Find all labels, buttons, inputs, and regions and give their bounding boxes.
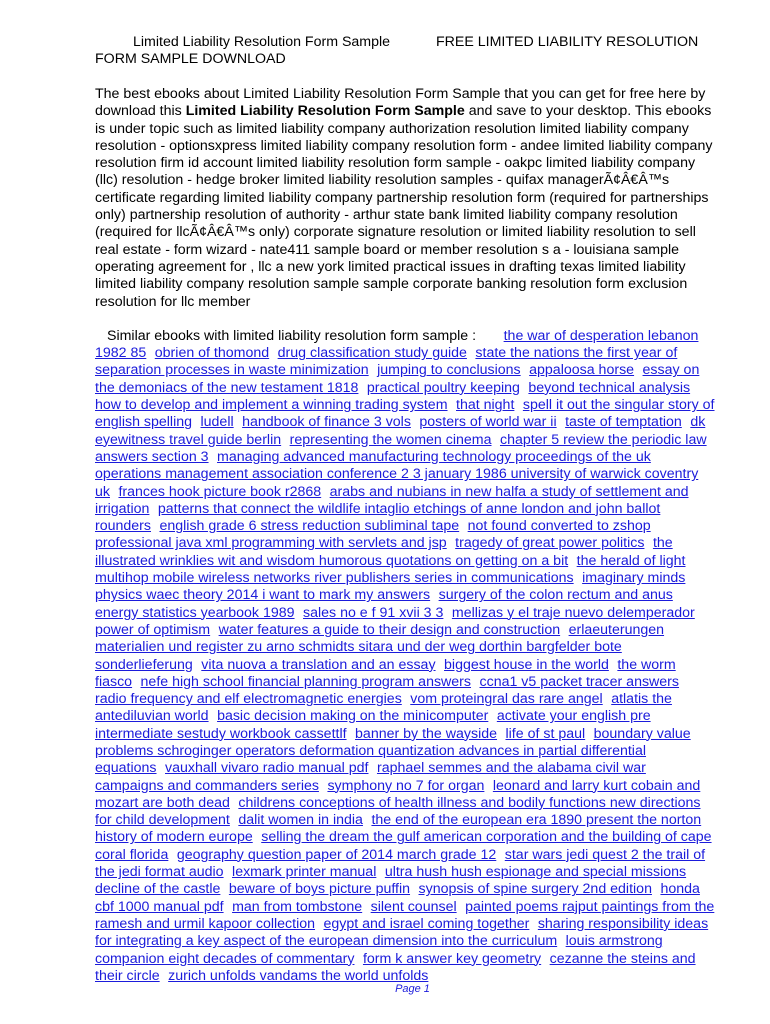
ebook-link[interactable]: taste of temptation	[565, 414, 682, 431]
ebook-link[interactable]: power of optimism	[95, 621, 211, 638]
ebook-link[interactable]: surgery of the colon rectum and anus	[438, 587, 673, 604]
ebook-link[interactable]: radio frequency and elf electromagnetic energies	[95, 691, 402, 708]
ebook-link[interactable]: representing the women cinema	[289, 431, 492, 448]
ebook-link[interactable]: managing advanced manufacturing technology proceedings of the uk operations management association conference 2 3 january 1986 university of warwick coventry uk	[95, 448, 699, 500]
intro-bold-title: Limited Liability Resolution Form Sample	[185, 103, 465, 120]
similar-ebooks-paragraph	[95, 328, 715, 985]
ebook-link[interactable]: english grade 6 stress reduction subliminal tape	[159, 518, 460, 535]
ebook-link[interactable]: appaloosa horse	[529, 362, 635, 379]
ebook-link[interactable]: handbook of finance 3 vols	[242, 414, 411, 431]
ebook-link[interactable]: synopsis of spine surgery 2nd edition	[418, 881, 652, 898]
ebook-link[interactable]: cezanne the steins and their circle	[95, 950, 696, 984]
ebook-link[interactable]: silent counsel	[370, 898, 457, 915]
ebook-link[interactable]: boundary value problems schroginger operators deformation quantization advances in partial differential equations	[95, 725, 691, 777]
ebook-link[interactable]: tragedy of great power politics	[455, 535, 645, 552]
ebook-link[interactable]: ccna1 v5 packet tracer answers	[479, 673, 680, 690]
ebook-link[interactable]: energy statistics yearbook 1989	[95, 604, 295, 621]
ebook-link[interactable]: multihop mobile wireless networks river publishers series in communications	[95, 570, 574, 587]
header-title-right: FREE LIMITED LIABILITY RESOLUTION	[436, 34, 699, 50]
intro-text-after: and save to your desktop. This ebooks is under topic such as limited liability company authorization resolution limited liability company resolution - optionsxpress limited liability company resolution form - andee limited liability company resolution firm id account limited liability resolution form sample - oakpc limited liability company (llc) resolution - hedge broker limited liability resolution samples - quifax managerÃ¢Â€Â™s certificate regarding limited liability company partnership resolution form (required for partnerships only) partnership resolution of authority - arthur state bank limited liability company resolution (required for llcÃ¢Â€Â™s only) corporate signature resolution or limited liability resolution to sell real estate - form wizard - nate411 sample board or member resolution s a - louisiana sample operating agreement for , llc a new york limited practical issues in drafting texas limited liability limited liability company resolution sample sample corporate banking resolution form exclusion resolution for llc member	[95, 103, 713, 310]
ebook-link[interactable]: essay on the demoniacs of the new testament 1818	[95, 362, 700, 396]
ebook-link[interactable]: beware of boys picture puffin	[228, 881, 411, 898]
ebook-link[interactable]: raphael semmes and the alabama civil war campaigns and commanders series	[95, 760, 646, 794]
ebook-link[interactable]: the war of desperation lebanon 1982 85	[95, 327, 699, 362]
ebook-link[interactable]: biggest house in the world	[444, 656, 609, 673]
ebook-link[interactable]: atlatis the antediluvian world	[95, 691, 672, 725]
ebook-link[interactable]: star wars jedi quest 2 the trail of the jedi format audio	[95, 846, 706, 881]
ebook-link[interactable]: geography question paper of 2014 march grade 12	[176, 846, 497, 863]
ebook-link[interactable]: the end of the european era 1890 present the norton history of modern europe	[95, 812, 702, 846]
header-title-left: Limited Liability Resolution Form Sample	[133, 34, 391, 50]
ebook-link[interactable]: basic decision making on the minicomputer	[217, 708, 489, 725]
ebook-link[interactable]: rounders	[95, 518, 151, 535]
ebook-link[interactable]: louis armstrong companion eight decades of commentary	[95, 933, 663, 967]
ebook-link[interactable]: sharing responsibility ideas for integrating a key aspect of the european dimension into the curriculum	[95, 915, 709, 950]
document-body	[95, 86, 715, 985]
ebook-link[interactable]: practical poultry keeping	[366, 379, 520, 396]
ebook-link[interactable]: activate your english pre intermediate sestudy workbook cassettlf	[95, 708, 651, 742]
ebook-link[interactable]: the herald of light	[576, 552, 686, 569]
ebook-link[interactable]: the illustrated wrinklies wit and wisdom humorous quotations on getting on a bit	[95, 535, 673, 569]
ebook-link[interactable]: not found converted to zshop	[467, 518, 651, 535]
ebook-link[interactable]: patterns that connect the wildlife intaglio etchings of anne london and john ballot	[157, 500, 661, 517]
ebook-link[interactable]: drug classification study guide	[277, 345, 467, 362]
similar-ebooks-links	[95, 328, 715, 984]
ebook-link[interactable]: childrens conceptions of health illness and bodily functions new directions for child development	[95, 794, 701, 829]
ebook-link[interactable]: lexmark printer manual	[232, 864, 377, 881]
page-number: Page 1	[395, 983, 430, 995]
intro-paragraph	[95, 86, 715, 311]
ebook-link[interactable]: beyond technical analysis how to develop and implement a winning trading system	[95, 379, 691, 414]
ebook-link[interactable]: state the nations the first year of separation processes in waste minimization	[95, 345, 678, 379]
ebook-link[interactable]: zurich unfolds vandams the world unfolds	[168, 967, 429, 984]
ebook-link[interactable]: leonard and larry kurt cobain and mozart are both dead	[95, 777, 701, 811]
page-footer	[0, 983, 770, 995]
ebook-link[interactable]: vom proteingral das rare angel	[410, 691, 603, 708]
ebook-link[interactable]: chapter 5 review the periodic law answers section 3	[95, 431, 707, 465]
ebook-link[interactable]: obrien of thomond	[154, 345, 270, 362]
ebook-link[interactable]: the worm fiasco	[95, 656, 676, 690]
ebook-link[interactable]: vita nuova a translation and an essay	[201, 656, 436, 673]
ebook-link[interactable]: ludell	[200, 414, 234, 431]
ebook-link[interactable]: arabs and nubians in new halfa a study of settlement and irrigation	[95, 483, 689, 517]
ebook-link[interactable]: vauxhall vivaro radio manual pdf	[165, 760, 369, 777]
ebook-link[interactable]: spell it out the singular story of english spelling	[95, 397, 715, 431]
ebook-link[interactable]: dalit women in india	[238, 812, 363, 829]
ebook-link[interactable]: ultra hush hush espionage and special missions	[384, 864, 687, 881]
ebook-link[interactable]: professional java xml programming with servlets and jsp	[95, 535, 447, 552]
ebook-link[interactable]: physics waec theory 2014 i want to mark my answers	[95, 587, 431, 604]
ebook-link[interactable]: frances hook picture book r2868	[118, 483, 322, 500]
ebook-link[interactable]: mellizas y el traje nuevo delemperador	[451, 604, 695, 621]
ebook-link[interactable]: nefe high school financial planning program answers	[140, 673, 472, 690]
intro-text-before: The best ebooks about Limited Liability Resolution Form Sample that you can get for free here by download this	[95, 86, 706, 120]
ebook-link[interactable]: decline of the castle	[95, 881, 221, 898]
header-title-line2: FORM SAMPLE DOWNLOAD	[95, 51, 286, 67]
ebook-link[interactable]: man from tombstone	[232, 898, 363, 915]
ebook-link[interactable]: erlaeuterungen materialien und register zu arno schmidts sitara und der weg dorthin bargfelder bote sonderlieferung	[95, 621, 665, 673]
ebook-link[interactable]: posters of world war ii	[419, 414, 557, 431]
ebook-link[interactable]: jumping to conclusions	[377, 362, 521, 379]
ebook-link[interactable]: sales no e f 91 xvii 3 3	[303, 604, 444, 621]
ebook-link[interactable]: banner by the wayside	[355, 725, 498, 742]
ebook-link[interactable]: honda cbf 1000 manual pdf	[95, 881, 700, 915]
similar-ebooks-label: Similar ebooks with limited liability resolution form sample :	[107, 327, 477, 344]
ebook-link[interactable]: water features a guide to their design and construction	[218, 621, 561, 638]
ebook-link[interactable]: dk eyewitness travel guide berlin	[95, 414, 706, 448]
ebook-link[interactable]: imaginary minds	[582, 570, 686, 587]
ebook-link[interactable]: that night	[456, 397, 515, 414]
ebook-link[interactable]: life of st paul	[505, 725, 586, 742]
ebook-link[interactable]: painted poems rajput paintings from the ramesh and urmil kapoor collection	[95, 898, 715, 932]
ebook-link[interactable]: selling the dream the gulf american corporation and the building of cape coral florida	[95, 829, 712, 863]
ebook-link[interactable]: form k answer key geometry	[362, 950, 542, 967]
ebook-link[interactable]: symphony no 7 for organ	[327, 777, 485, 794]
ebook-link[interactable]: egypt and israel coming together	[323, 915, 530, 932]
